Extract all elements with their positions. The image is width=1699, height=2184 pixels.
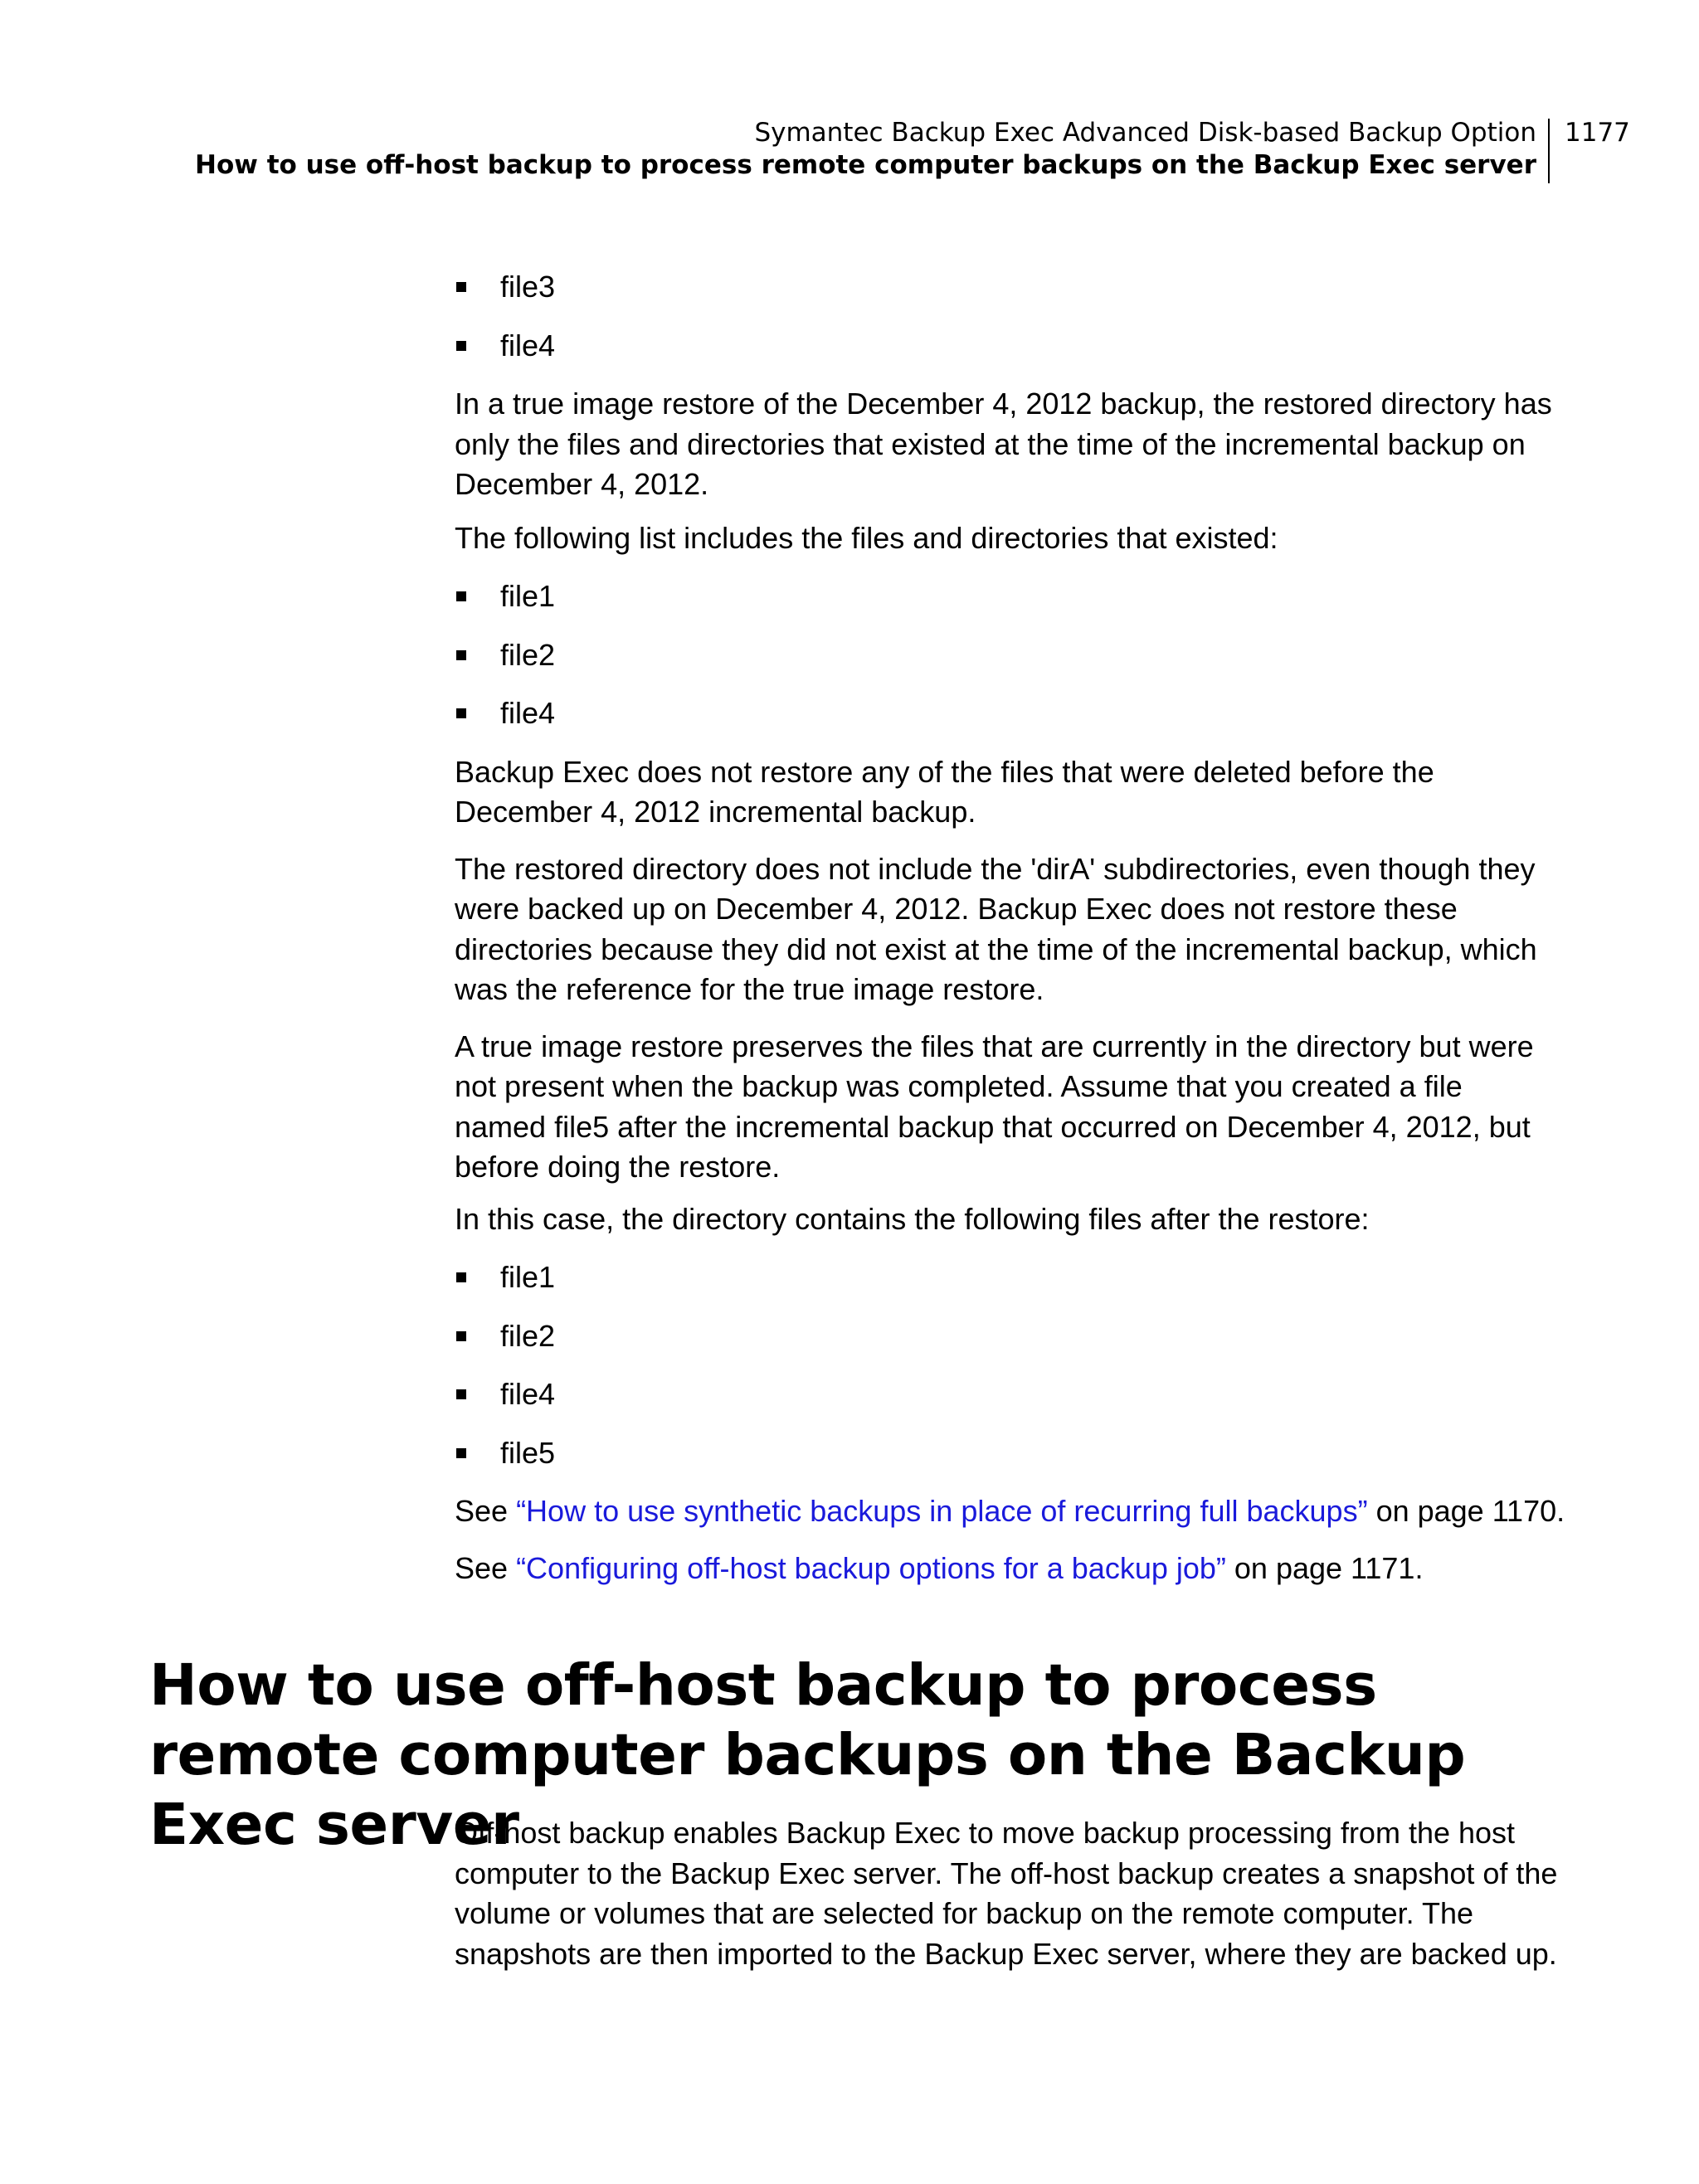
list-item-text: file2 [500,637,556,672]
file-list-a [455,267,1558,366]
paragraph: In this case, the directory contains the following files after the restore: [455,1201,1370,1236]
see-suffix: on page 1170. [1367,1494,1565,1528]
bullet-icon [456,708,466,718]
list-item [455,267,1558,308]
list-item [455,1257,1558,1298]
list-item [455,1374,1558,1415]
see-suffix: on page 1171. [1225,1550,1424,1585]
paragraph: Backup Exec does not restore any of the files that were deleted before the December 4, 2012 incremental backup. [455,754,1434,829]
paragraph: A true image restore preserves the files that are currently in the directory but were not present when the backup was completed. Assume that you created a file named file5 after the incremental backup that occurred on December 4, 2012, but before doing the restore. [455,1029,1534,1184]
bullet-icon [456,341,466,351]
list-item-text: file1 [500,579,556,613]
see-link-synthetic-backups[interactable]: “How to use synthetic backups in place of recurring full backups” [516,1494,1368,1528]
bullet-icon [456,1331,466,1341]
section-paragraph: Off-host backup enables Backup Exec to move backup processing from the host computer to the Backup Exec server. The off-host backup creates a snapshot of the volume or volumes that are selected for backup on the remote computer. The snapshots are then imported to the Backup Exec server, where they are backed up. [455,1816,1558,1971]
section-heading: How to use off-host backup to process remote computer backups on the Backup Exec server [149,1652,1466,1858]
page-number: 1177 [1565,118,1630,148]
bullet-icon [456,650,466,660]
list-item-text: file2 [500,1318,556,1353]
file-list-c [455,1257,1558,1473]
list-item-text: file3 [500,270,556,304]
list-item [455,1316,1558,1357]
list-item-text: file1 [500,1260,556,1294]
see-link-offhost-options[interactable]: “Configuring off-host backup options for a backup job” [516,1550,1226,1585]
header-divider [1548,119,1550,183]
see-prefix: See [455,1550,517,1585]
see-also-1 [455,1491,1565,1532]
see-also-2 [455,1549,1558,1589]
main-content [455,267,1565,1602]
list-item [455,1433,1558,1474]
header-book-title: Symantec Backup Exec Advanced Disk-based Backup Option [754,118,1536,148]
list-item [455,693,1558,734]
list-item-text: file4 [500,328,556,362]
list-item-text: file4 [500,696,556,730]
bullet-icon [456,282,466,292]
file-list-b [455,576,1558,734]
list-item [455,326,1558,367]
bullet-icon [456,1448,466,1458]
bullet-icon [456,1272,466,1282]
bullet-icon [456,591,466,601]
see-prefix: See [455,1494,517,1528]
bullet-icon [456,1389,466,1399]
list-item-text: file4 [500,1377,556,1411]
list-item [455,635,1558,676]
paragraph: In a true image restore of the December 4, 2012 backup, the restored directory has only the files and directories that existed at the time of the incremental backup on December 4, 2012. [455,387,1552,501]
paragraph: The following list includes the files and directories that existed: [455,520,1278,555]
list-item [455,576,1558,617]
list-item-text: file5 [500,1435,556,1470]
running-header [195,116,1536,181]
paragraph: The restored directory does not include the 'dirA' subdirectories, even though they were backed up on December 4, 2012. Backup Exec does not restore these directories because they did not exist at the time of the incremental backup, which was the reference for the true image restore. [455,851,1537,1006]
header-chapter-title: How to use off-host backup to process remote computer backups on the Backup Exec server [195,150,1536,180]
